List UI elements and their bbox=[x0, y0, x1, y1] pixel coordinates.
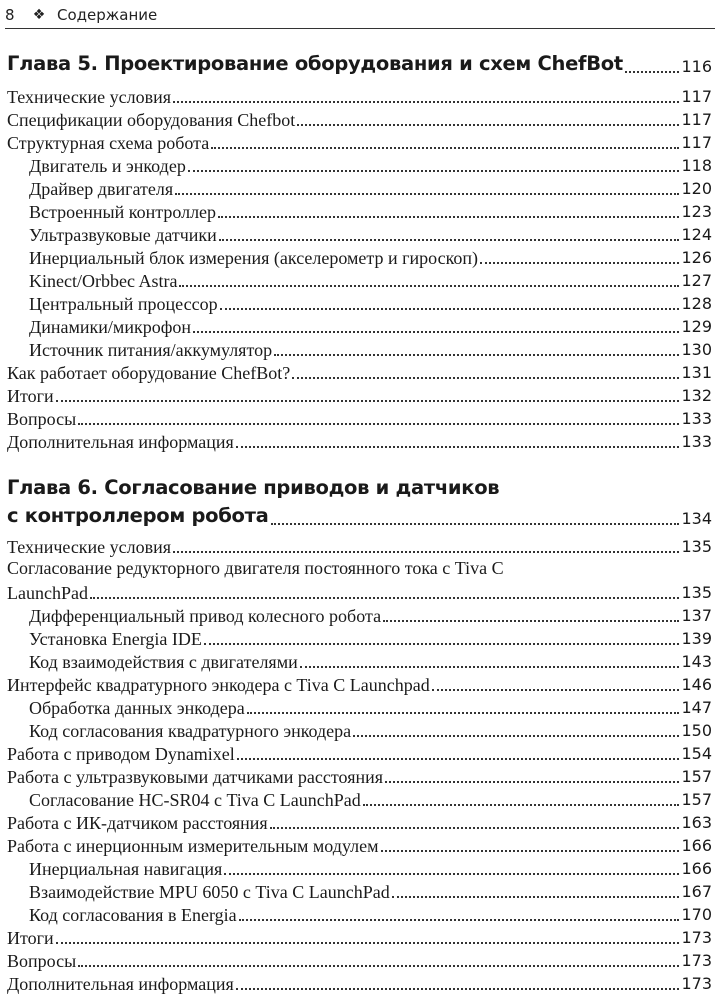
entry-title: Ультразвуковые датчики bbox=[29, 225, 217, 245]
page-ref: 132 bbox=[681, 386, 712, 405]
dot-leader bbox=[56, 400, 680, 402]
toc-subentry[interactable] bbox=[0, 153, 712, 177]
dot-leader bbox=[381, 850, 680, 852]
toc-entry[interactable] bbox=[0, 84, 712, 108]
page-ref: 130 bbox=[681, 340, 712, 359]
page-ref: 146 bbox=[681, 675, 712, 694]
dot-leader bbox=[247, 712, 680, 714]
entry-title: LaunchPad bbox=[7, 583, 88, 603]
dot-leader bbox=[236, 988, 680, 990]
page-ref: 147 bbox=[681, 698, 712, 717]
dot-leader bbox=[274, 354, 679, 356]
entry-title: Вопросы bbox=[7, 409, 77, 429]
page-ref: 133 bbox=[681, 409, 712, 428]
toc-subentry[interactable] bbox=[0, 222, 712, 246]
entry-title: Интерфейс квадратурного энкодера с Tiva C Launchpad bbox=[7, 675, 430, 695]
page-ref: 129 bbox=[681, 317, 712, 336]
dot-leader bbox=[175, 193, 679, 195]
toc-entry[interactable] bbox=[0, 948, 712, 972]
page-ref: 134 bbox=[681, 509, 712, 528]
toc-subentry[interactable] bbox=[0, 603, 712, 627]
toc-entry[interactable] bbox=[0, 107, 712, 131]
entry-title: Работа с инерционным измерительным модулем bbox=[7, 836, 379, 856]
entry-title: Центральный процессор bbox=[29, 294, 218, 314]
dot-leader bbox=[363, 804, 680, 806]
dot-leader bbox=[297, 124, 679, 126]
entry-title: Источник питания/аккумулятор bbox=[29, 340, 273, 360]
entry-title: Как работает оборудование ChefBot? bbox=[7, 363, 291, 383]
dot-leader bbox=[78, 965, 679, 967]
entry-title: Kinect/Orbbec Astra bbox=[29, 271, 178, 291]
toc-subentry[interactable] bbox=[0, 856, 712, 880]
page-ref: 133 bbox=[681, 432, 712, 451]
entry-title: Установка Energia IDE bbox=[29, 629, 202, 649]
toc-entry[interactable] bbox=[0, 580, 712, 604]
toc-subentry[interactable] bbox=[0, 787, 712, 811]
page-ref: 154 bbox=[681, 744, 712, 763]
entry-title: Итоги bbox=[7, 386, 54, 406]
entry-title: Код взаимодействия с двигателями bbox=[29, 652, 298, 672]
page-ref: 120 bbox=[681, 179, 712, 198]
toc-subentry[interactable] bbox=[0, 902, 712, 926]
entry-title: Взаимодействие MPU 6050 с Tiva C LaunchPad bbox=[29, 882, 390, 902]
page-ref: 118 bbox=[681, 156, 712, 175]
page-ref: 166 bbox=[681, 836, 712, 855]
page-ref: 173 bbox=[681, 928, 712, 947]
toc-subentry[interactable] bbox=[0, 314, 712, 338]
toc-entry[interactable] bbox=[0, 672, 712, 696]
page-ref: 173 bbox=[681, 951, 712, 970]
toc-entry[interactable] bbox=[0, 971, 712, 995]
dot-leader bbox=[625, 71, 680, 73]
dot-leader bbox=[383, 620, 679, 622]
toc-subentry[interactable] bbox=[0, 199, 712, 223]
page-number: 8 bbox=[5, 6, 15, 24]
entry-title: Спецификации оборудования Chefbot bbox=[7, 110, 296, 130]
dot-leader bbox=[218, 216, 679, 218]
entry-title: Дополнительная информация bbox=[7, 432, 234, 452]
toc-chapter-6-heading[interactable] bbox=[0, 500, 712, 530]
dot-leader bbox=[385, 781, 679, 783]
toc-entry[interactable] bbox=[0, 383, 712, 407]
dot-leader bbox=[204, 643, 680, 645]
toc-subentry[interactable] bbox=[0, 626, 712, 650]
diamond-ornament-icon: ❖ bbox=[32, 7, 46, 23]
page-ref: 166 bbox=[681, 859, 712, 878]
entry-title: Драйвер двигателя bbox=[29, 179, 174, 199]
entry-title: Работа с приводом Dynamixel bbox=[7, 744, 235, 764]
entry-title: Технические условия bbox=[7, 537, 172, 557]
toc-subentry[interactable] bbox=[0, 879, 712, 903]
toc-subentry[interactable] bbox=[0, 176, 712, 200]
page-ref: 157 bbox=[681, 790, 712, 809]
toc-entry[interactable] bbox=[0, 534, 712, 558]
toc-subentry[interactable] bbox=[0, 337, 712, 361]
section-title: Содержание bbox=[57, 6, 158, 24]
page-ref: 139 bbox=[681, 629, 712, 648]
dot-leader bbox=[224, 873, 679, 875]
entry-title: Итоги bbox=[7, 928, 54, 948]
page-ref: 163 bbox=[681, 813, 712, 832]
page-ref: 143 bbox=[681, 652, 712, 671]
toc-subentry[interactable] bbox=[0, 718, 712, 742]
dot-leader bbox=[220, 308, 680, 310]
dot-leader bbox=[188, 170, 680, 172]
page-ref: 137 bbox=[681, 606, 712, 625]
page-ref: 131 bbox=[681, 363, 712, 382]
toc-subentry[interactable] bbox=[0, 245, 712, 269]
entry-title: Структурная схема робота bbox=[7, 133, 210, 153]
toc-entry[interactable] bbox=[0, 130, 712, 154]
toc-subentry[interactable] bbox=[0, 695, 712, 719]
dot-leader bbox=[271, 523, 680, 525]
page-ref: 124 bbox=[681, 225, 712, 244]
dot-leader bbox=[300, 666, 680, 668]
dot-leader bbox=[173, 551, 679, 553]
entry-title: Динамики/микрофон bbox=[29, 317, 191, 337]
page-ref: 135 bbox=[681, 537, 712, 556]
entry-title: Код согласования в Energia bbox=[29, 905, 237, 925]
toc-subentry[interactable] bbox=[0, 649, 712, 673]
toc-entry[interactable] bbox=[0, 429, 712, 453]
toc-entry[interactable] bbox=[0, 810, 712, 834]
dot-leader bbox=[90, 597, 679, 599]
entry-title: Двигатель и энкодер bbox=[29, 156, 186, 176]
chapter-title: с контроллером робота bbox=[7, 504, 269, 527]
chapter-title: Глава 5. Проектирование оборудования и схем ChefBot bbox=[7, 52, 623, 75]
page-ref: 126 bbox=[681, 248, 712, 267]
entry-title: Вопросы bbox=[7, 951, 77, 971]
toc-subentry[interactable] bbox=[0, 268, 712, 292]
entry-title: Дифференциальный привод колесного робота bbox=[29, 606, 382, 626]
toc-subentry[interactable] bbox=[0, 291, 712, 315]
dot-leader bbox=[211, 147, 679, 149]
dot-leader bbox=[173, 101, 679, 103]
dot-leader bbox=[432, 689, 680, 691]
entry-title: Инерциальная навигация bbox=[29, 859, 223, 879]
running-header bbox=[5, 4, 715, 26]
header-rule bbox=[5, 28, 715, 29]
dot-leader bbox=[270, 827, 680, 829]
dot-leader bbox=[56, 942, 680, 944]
entry-title: Согласование HC-SR04 с Tiva C LaunchPad bbox=[29, 790, 361, 810]
page-ref: 127 bbox=[681, 271, 712, 290]
entry-title: Работа с ультразвуковыми датчиками расстояния bbox=[7, 767, 384, 787]
dot-leader bbox=[239, 919, 680, 921]
entry-title: Код согласования квадратурного энкодера bbox=[29, 721, 352, 741]
page-ref: 128 bbox=[681, 294, 712, 313]
toc-entry[interactable] bbox=[0, 764, 712, 788]
toc-entry-wrapped-line[interactable]: Согласование редукторного двигателя постоянного тока с Tiva C bbox=[7, 558, 504, 578]
toc-entry[interactable] bbox=[0, 406, 712, 430]
entry-title: Дополнительная информация bbox=[7, 974, 234, 994]
dot-leader bbox=[236, 446, 680, 448]
toc-chapter-6-heading-line1[interactable]: Глава 6. Согласование приводов и датчиков bbox=[7, 476, 500, 499]
toc-entry[interactable] bbox=[0, 360, 712, 384]
entry-title: Работа с ИК-датчиком расстояния bbox=[7, 813, 268, 833]
entry-title: Инерциальный блок измерения (акселерометр и гироскоп) bbox=[29, 248, 479, 268]
entry-title: Обработка данных энкодера bbox=[29, 698, 245, 718]
page-ref: 150 bbox=[681, 721, 712, 740]
dot-leader bbox=[392, 896, 680, 898]
entry-title: Встроенный контроллер bbox=[29, 202, 217, 222]
page-ref: 157 bbox=[681, 767, 712, 786]
page-ref: 116 bbox=[681, 57, 712, 76]
page-ref: 123 bbox=[681, 202, 712, 221]
page-ref: 173 bbox=[681, 974, 712, 993]
toc-entry[interactable] bbox=[0, 741, 712, 765]
dot-leader bbox=[292, 377, 679, 379]
toc-chapter-5-heading[interactable] bbox=[0, 48, 712, 78]
dot-leader bbox=[237, 758, 680, 760]
toc-entry[interactable] bbox=[0, 833, 712, 857]
page-ref: 170 bbox=[681, 905, 712, 924]
page-ref: 117 bbox=[681, 87, 712, 106]
page-ref: 117 bbox=[681, 133, 712, 152]
dot-leader bbox=[193, 331, 679, 333]
dot-leader bbox=[179, 285, 679, 287]
page-ref: 167 bbox=[681, 882, 712, 901]
dot-leader bbox=[480, 262, 679, 264]
dot-leader bbox=[219, 239, 680, 241]
dot-leader bbox=[353, 735, 679, 737]
entry-title: Технические условия bbox=[7, 87, 172, 107]
toc-entry[interactable] bbox=[0, 925, 712, 949]
page-ref: 135 bbox=[681, 583, 712, 602]
dot-leader bbox=[78, 423, 679, 425]
page-ref: 117 bbox=[681, 110, 712, 129]
